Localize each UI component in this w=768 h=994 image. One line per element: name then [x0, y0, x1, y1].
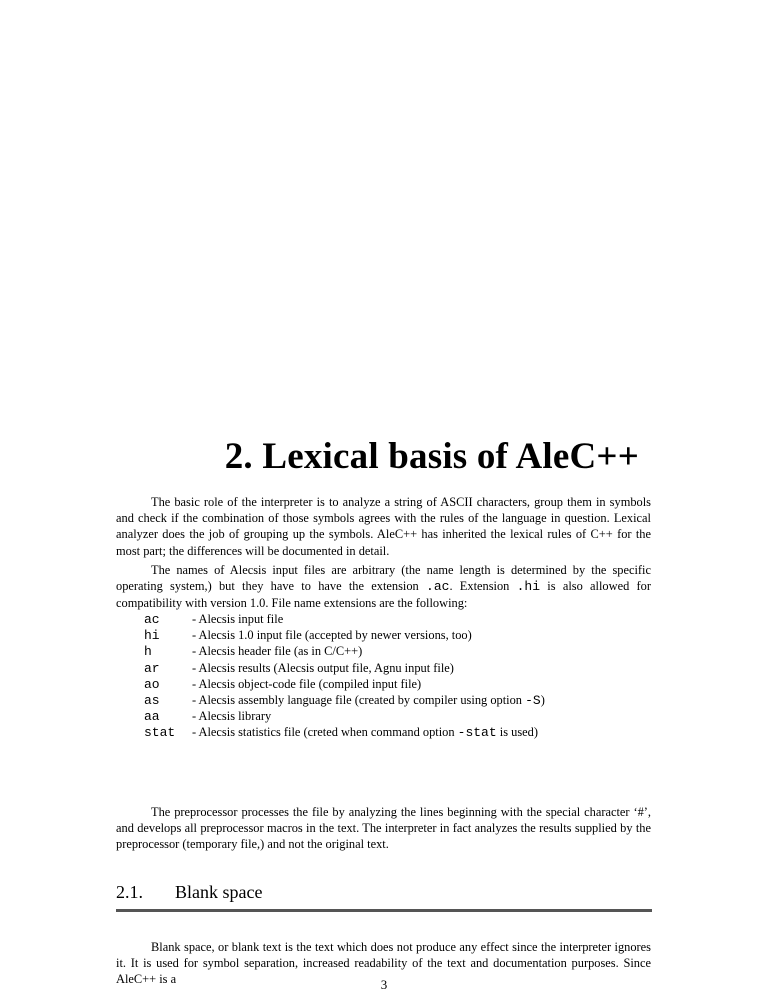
extension-name: ar	[144, 660, 160, 676]
file-names-paragraph	[116, 562, 651, 612]
intro-paragraph	[116, 494, 651, 559]
extension-item	[144, 676, 664, 692]
file-names-text-c: is also allowed for compatibility with version 1.0. File name extensions are the following:	[116, 579, 651, 611]
extension-item	[144, 611, 664, 627]
section-heading	[116, 882, 652, 912]
extension-name: stat	[144, 725, 176, 741]
intro-text: The basic role of the interpreter is to analyze a string of ASCII characters, group them in symbols and check if the combination of those symbols agrees with the rules of the language in question. Lexical analyzer does the job of grouping up the symbols. AleC++ has inherited the lexical rules of C++ for the most part; the differences will be documented in detail.	[116, 495, 651, 558]
section-number: 2.1.	[116, 882, 143, 902]
extension-ac-code: .ac	[426, 579, 450, 595]
file-names-text-b: . Extension	[449, 579, 517, 594]
section-title: Blank space	[175, 882, 263, 902]
extension-desc: - Alecsis header file (as in C/C++)	[192, 644, 363, 659]
extension-name: hi	[144, 628, 160, 644]
extension-desc-end: is used)	[496, 725, 538, 740]
extension-name: ao	[144, 676, 160, 692]
extension-desc: - Alecsis results (Alecsis output file, Agnu input file)	[192, 660, 454, 675]
file-names-text-a: The names of Alecsis input files are arbitrary (the name length is determined by the specific operating system,) but they have to have the extension	[116, 563, 651, 594]
extension-desc: - Alecsis library	[192, 709, 272, 724]
option-code: -S	[525, 692, 541, 708]
extension-desc: - Alecsis 1.0 input file (accepted by newer versions, too)	[192, 628, 472, 643]
extension-item	[144, 724, 664, 740]
extension-name: h	[144, 644, 152, 660]
extension-desc: - Alecsis statistics file (creted when command option	[192, 725, 458, 740]
extension-name: aa	[144, 709, 160, 725]
option-code: -stat	[457, 725, 497, 741]
extension-desc: - Alecsis object-code file (compiled input file)	[192, 676, 422, 691]
extension-item	[144, 692, 664, 708]
preprocessor-paragraph	[116, 804, 651, 853]
extension-hi-code: .hi	[516, 579, 541, 595]
extension-desc: - Alecsis assembly language file (created by compiler using option	[192, 692, 526, 707]
blank-space-text: Blank space, or blank text is the text which does not produce any effect since the interpreter ignores it. It is used for symbol separation, increased readability of the text and documentation purposes. Since AleC++ is a	[116, 940, 651, 987]
extension-item	[144, 708, 664, 724]
preprocessor-text: The preprocessor processes the file by analyzing the lines beginning with the special character ‘#’, and develops all preprocessor macros in the text. The interpreter in fact analyzes the results supplied by the preprocessor (temporary file,) and not the original text.	[116, 805, 651, 852]
extension-desc: - Alecsis input file	[192, 612, 284, 626]
extension-item	[144, 660, 664, 676]
page-number: 3	[380, 977, 388, 992]
extension-name: ac	[144, 612, 160, 627]
extension-list	[144, 611, 664, 741]
extension-name: as	[144, 692, 160, 708]
extension-desc-end: )	[540, 692, 545, 707]
extension-item	[144, 643, 664, 659]
chapter-title: 2. Lexical basis of AleC++	[224, 436, 639, 477]
extension-item	[144, 627, 664, 643]
